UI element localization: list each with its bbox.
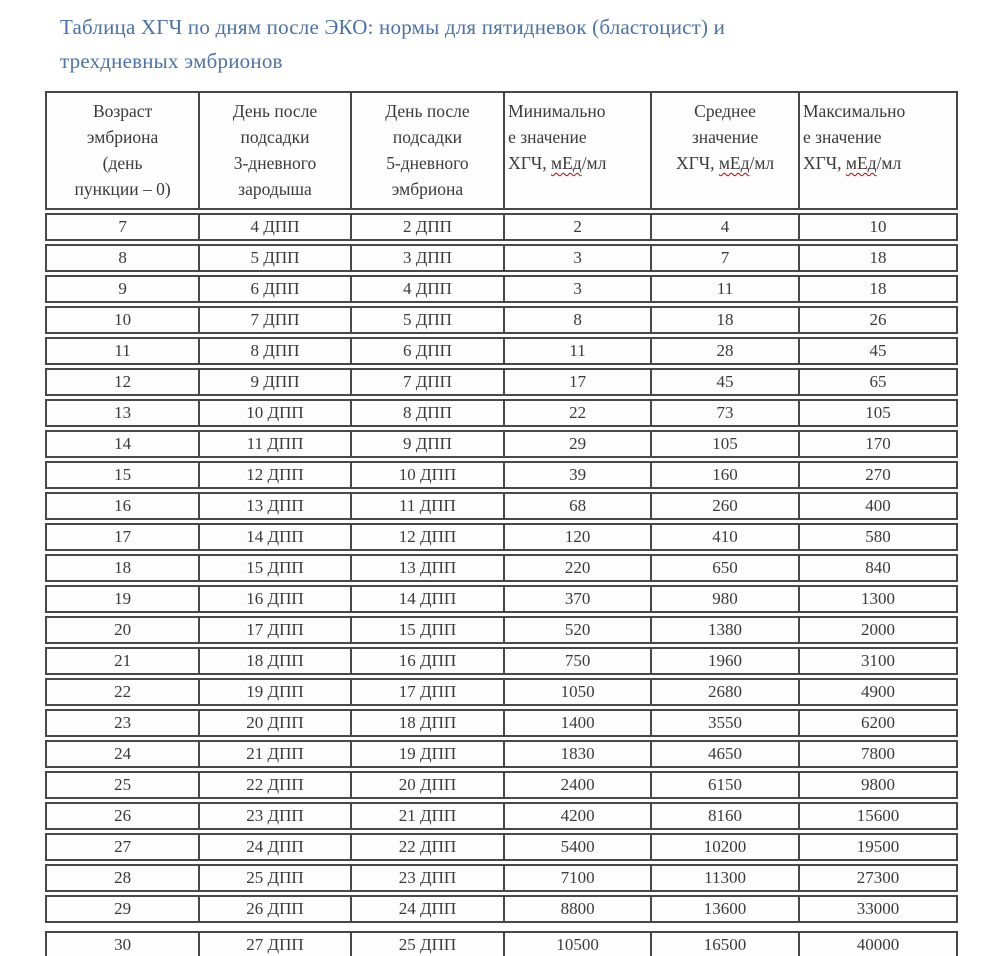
- header-embryo-age: [45, 91, 200, 210]
- table-cell: 2 ДПП: [352, 213, 505, 241]
- table-cell: 26: [45, 802, 200, 830]
- table-cell: 1400: [505, 709, 652, 737]
- table-row: [45, 895, 958, 923]
- unit-text: /мл: [581, 153, 607, 173]
- table-cell: 4650: [652, 740, 800, 768]
- table-cell: 10 ДПП: [200, 399, 352, 427]
- table-row: [45, 585, 958, 613]
- table-cell: 45: [652, 368, 800, 396]
- header-day-after-3day: [200, 91, 352, 210]
- table-cell: 4: [652, 213, 800, 241]
- table-cell: 3 ДПП: [352, 244, 505, 272]
- table-cell: 9800: [800, 771, 958, 799]
- header-unit-line: [508, 150, 650, 176]
- table-cell: 580: [800, 523, 958, 551]
- table-cell: 400: [800, 492, 958, 520]
- table-cell: 9 ДПП: [352, 430, 505, 458]
- table-row: [45, 523, 958, 551]
- table-cell: 13 ДПП: [352, 554, 505, 582]
- header-line: подсадки: [240, 127, 310, 147]
- table-cell: 13 ДПП: [200, 492, 352, 520]
- table-cell: 6150: [652, 771, 800, 799]
- table-row: [45, 678, 958, 706]
- table-cell: 1830: [505, 740, 652, 768]
- table-row: [45, 709, 958, 737]
- table-cell: 19500: [800, 833, 958, 861]
- header-line: 3-дневного: [233, 153, 317, 173]
- table-cell: 10: [800, 213, 958, 241]
- table-cell: 15 ДПП: [200, 554, 352, 582]
- table-cell: 18: [45, 554, 200, 582]
- table-cell: 7: [652, 244, 800, 272]
- table-cell: 7 ДПП: [200, 306, 352, 334]
- table-cell: 45: [800, 337, 958, 365]
- table-cell: 5400: [505, 833, 652, 861]
- table-cell: 22 ДПП: [352, 833, 505, 861]
- table-cell: 9: [45, 275, 200, 303]
- header-line: Максимально: [803, 101, 906, 121]
- table-cell: 15: [45, 461, 200, 489]
- table-cell: 24 ДПП: [200, 833, 352, 861]
- table-cell: 17 ДПП: [200, 616, 352, 644]
- table-row: [45, 275, 958, 303]
- misspelled-word: мЕд: [718, 153, 750, 173]
- table-cell: 1300: [800, 585, 958, 613]
- table-cell: 22 ДПП: [200, 771, 352, 799]
- table-cell: 11: [652, 275, 800, 303]
- table-cell: 26 ДПП: [200, 895, 352, 923]
- header-line: подсадки: [392, 127, 462, 147]
- unit-text: ХГЧ,: [803, 153, 846, 173]
- table-cell: 24 ДПП: [352, 895, 505, 923]
- header-max-value: [800, 91, 958, 210]
- table-cell: 8800: [505, 895, 652, 923]
- table-cell: 16 ДПП: [352, 647, 505, 675]
- table-cell: 16500: [652, 931, 800, 956]
- page-title-line-1: Таблица ХГЧ по дням после ЭКО: нормы для пятидневок (бластоцист) и: [60, 15, 726, 39]
- table-cell: 980: [652, 585, 800, 613]
- header-min-value: [505, 91, 652, 210]
- table-cell: 15600: [800, 802, 958, 830]
- table-cell: 17: [505, 368, 652, 396]
- table-cell: 29: [45, 895, 200, 923]
- header-line: Минимально: [508, 101, 606, 121]
- misspelled-word: мЕд: [551, 153, 582, 173]
- table-cell: 4 ДПП: [352, 275, 505, 303]
- header-line: пункции – 0): [74, 179, 171, 199]
- table-row: [45, 616, 958, 644]
- table-cell: 21 ДПП: [200, 740, 352, 768]
- header-line: (день: [102, 153, 143, 173]
- table-cell: 27: [45, 833, 200, 861]
- header-row: [45, 91, 958, 210]
- table-row: [45, 213, 958, 241]
- table-cell: 8 ДПП: [352, 399, 505, 427]
- header-line: е значение: [508, 127, 587, 147]
- header-line: День после: [232, 101, 318, 121]
- table-cell: 220: [505, 554, 652, 582]
- table-cell: 10500: [505, 931, 652, 956]
- table-cell: 105: [800, 399, 958, 427]
- table-cell: 21: [45, 647, 200, 675]
- table-cell: 370: [505, 585, 652, 613]
- table-cell: 23: [45, 709, 200, 737]
- table-cell: 14 ДПП: [352, 585, 505, 613]
- table-cell: 27 ДПП: [200, 931, 352, 956]
- table-cell: 33000: [800, 895, 958, 923]
- table-cell: 4900: [800, 678, 958, 706]
- table-row: [45, 771, 958, 799]
- header-line: значение: [691, 127, 759, 147]
- header-line: е значение: [803, 127, 882, 147]
- table-cell: 19: [45, 585, 200, 613]
- hcg-table: [45, 88, 958, 956]
- table-cell: 25: [45, 771, 200, 799]
- table-cell: 10200: [652, 833, 800, 861]
- table-cell: 23 ДПП: [200, 802, 352, 830]
- table-cell: 7800: [800, 740, 958, 768]
- table-cell: 9 ДПП: [200, 368, 352, 396]
- table-cell: 40000: [800, 931, 958, 956]
- table-cell: 21 ДПП: [352, 802, 505, 830]
- table-cell: 65: [800, 368, 958, 396]
- table-cell: 120: [505, 523, 652, 551]
- table-cell: 8: [505, 306, 652, 334]
- row-gap-spacer: [45, 926, 958, 928]
- table-cell: 17 ДПП: [352, 678, 505, 706]
- table-cell: 3: [505, 275, 652, 303]
- table-cell: 22: [45, 678, 200, 706]
- table-cell: 170: [800, 430, 958, 458]
- table-cell: 5 ДПП: [200, 244, 352, 272]
- table-cell: 260: [652, 492, 800, 520]
- table-cell: 5 ДПП: [352, 306, 505, 334]
- table-cell: 18: [800, 244, 958, 272]
- table-cell: 2: [505, 213, 652, 241]
- header-line: эмбриона: [391, 179, 464, 199]
- header-line: 5-дневного: [386, 153, 469, 173]
- table-cell: 12 ДПП: [352, 523, 505, 551]
- table-cell: 7100: [505, 864, 652, 892]
- unit-text: ХГЧ,: [508, 153, 552, 173]
- header-day-after-5day: [352, 91, 505, 210]
- table-cell: 2000: [800, 616, 958, 644]
- table-cell: 840: [800, 554, 958, 582]
- table-cell: 27300: [800, 864, 958, 892]
- table-cell: 10 ДПП: [352, 461, 505, 489]
- header-line: зародыша: [238, 179, 312, 199]
- table-cell: 520: [505, 616, 652, 644]
- table-row: [45, 554, 958, 582]
- table-cell: 750: [505, 647, 652, 675]
- table-cell: 1960: [652, 647, 800, 675]
- table-cell: 2680: [652, 678, 800, 706]
- table-cell: 16: [45, 492, 200, 520]
- header-avg-value: [652, 91, 800, 210]
- table-row: [45, 368, 958, 396]
- table-row: [45, 647, 958, 675]
- table-cell: 11: [45, 337, 200, 365]
- table-cell: 20: [45, 616, 200, 644]
- table-row: [45, 931, 958, 956]
- table-cell: 1380: [652, 616, 800, 644]
- table-cell: 20 ДПП: [352, 771, 505, 799]
- table-cell: 7 ДПП: [352, 368, 505, 396]
- header-line: эмбриона: [86, 127, 159, 147]
- table-cell: 12 ДПП: [200, 461, 352, 489]
- table-cell: 1050: [505, 678, 652, 706]
- header-line: Среднее: [694, 101, 756, 121]
- table-cell: 18 ДПП: [200, 647, 352, 675]
- table-cell: 18: [652, 306, 800, 334]
- table-cell: 28: [45, 864, 200, 892]
- table-cell: 3550: [652, 709, 800, 737]
- table-cell: 12: [45, 368, 200, 396]
- header-line: Возраст: [92, 101, 153, 121]
- table-cell: 24: [45, 740, 200, 768]
- table-cell: 28: [652, 337, 800, 365]
- table-cell: 11 ДПП: [200, 430, 352, 458]
- table-cell: 25 ДПП: [352, 931, 505, 956]
- table-cell: 15 ДПП: [352, 616, 505, 644]
- table-cell: 10: [45, 306, 200, 334]
- header-unit-line: [652, 150, 798, 176]
- table-cell: 18: [800, 275, 958, 303]
- table-row: [45, 399, 958, 427]
- table-cell: 650: [652, 554, 800, 582]
- table-cell: 270: [800, 461, 958, 489]
- table-cell: 4200: [505, 802, 652, 830]
- table-cell: 8 ДПП: [200, 337, 352, 365]
- table-cell: 8160: [652, 802, 800, 830]
- table-cell: 14: [45, 430, 200, 458]
- page-title: [60, 10, 960, 78]
- unit-text: ХГЧ,: [675, 153, 719, 173]
- table-row: [45, 337, 958, 365]
- table-cell: 19 ДПП: [352, 740, 505, 768]
- table-cell: 11300: [652, 864, 800, 892]
- table-cell: 11 ДПП: [352, 492, 505, 520]
- table-cell: 11: [505, 337, 652, 365]
- table-row: [45, 492, 958, 520]
- table-cell: 23 ДПП: [352, 864, 505, 892]
- table-row: [45, 833, 958, 861]
- unit-text: /мл: [749, 153, 775, 173]
- table-cell: 68: [505, 492, 652, 520]
- table-cell: 7: [45, 213, 200, 241]
- table-cell: 13600: [652, 895, 800, 923]
- table-cell: 16 ДПП: [200, 585, 352, 613]
- header-line: День после: [385, 101, 470, 121]
- misspelled-word: мЕд: [845, 153, 877, 173]
- table-header: [45, 91, 958, 210]
- table-cell: 2400: [505, 771, 652, 799]
- table-row: [45, 740, 958, 768]
- table-cell: 13: [45, 399, 200, 427]
- table-cell: 17: [45, 523, 200, 551]
- table-cell: 19 ДПП: [200, 678, 352, 706]
- page-title-line-2: трехдневных эмбрионов: [60, 49, 283, 73]
- table-cell: 8: [45, 244, 200, 272]
- table-cell: 22: [505, 399, 652, 427]
- table-cell: 410: [652, 523, 800, 551]
- table-cell: 18 ДПП: [352, 709, 505, 737]
- table-cell: 73: [652, 399, 800, 427]
- table-cell: 4 ДПП: [200, 213, 352, 241]
- table-cell: 14 ДПП: [200, 523, 352, 551]
- table-cell: 6 ДПП: [352, 337, 505, 365]
- table-cell: 160: [652, 461, 800, 489]
- unit-text: /мл: [876, 153, 902, 173]
- table-cell: 20 ДПП: [200, 709, 352, 737]
- table-cell: 30: [45, 931, 200, 956]
- table-row: [45, 430, 958, 458]
- table-cell: 29: [505, 430, 652, 458]
- table-row: [45, 306, 958, 334]
- table-cell: 105: [652, 430, 800, 458]
- table-cell: 3: [505, 244, 652, 272]
- header-unit-line: [803, 150, 956, 176]
- table-cell: 26: [800, 306, 958, 334]
- table-cell: 6 ДПП: [200, 275, 352, 303]
- table-row: [45, 864, 958, 892]
- table-row: [45, 461, 958, 489]
- table-body: [45, 213, 958, 956]
- table-row: [45, 244, 958, 272]
- table-row: [45, 802, 958, 830]
- table-cell: 3100: [800, 647, 958, 675]
- table-cell: 6200: [800, 709, 958, 737]
- table-cell: 25 ДПП: [200, 864, 352, 892]
- table-cell: 39: [505, 461, 652, 489]
